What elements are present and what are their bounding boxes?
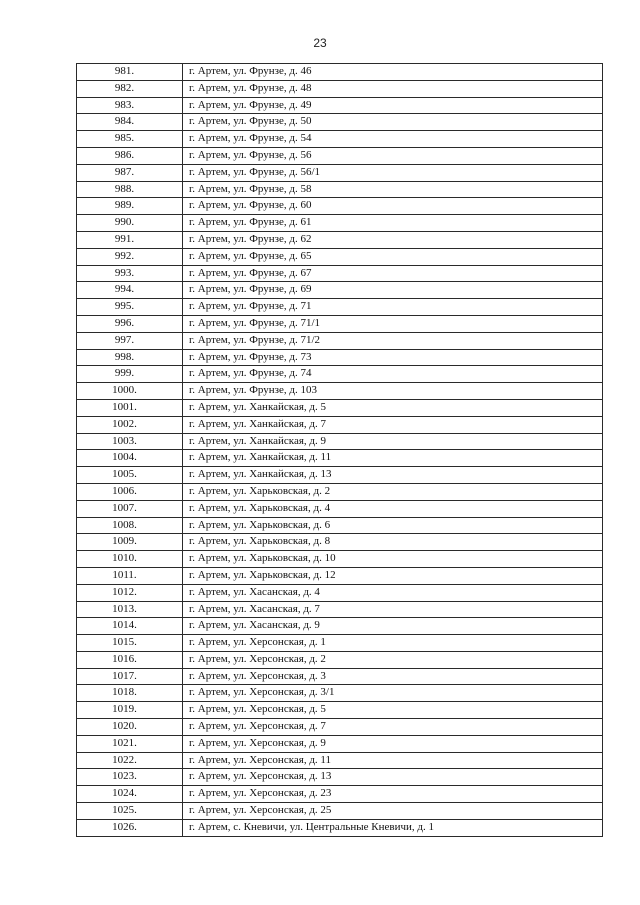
- row-address: г. Артем, ул. Хасанская, д. 7: [183, 601, 603, 618]
- table-row: [77, 786, 603, 803]
- row-address: г. Артем, ул. Фрунзе, д. 71/2: [183, 332, 603, 349]
- row-address: г. Артем, с. Кневичи, ул. Центральные Кневичи, д. 1: [183, 819, 603, 836]
- row-address: г. Артем, ул. Фрунзе, д. 71/1: [183, 315, 603, 332]
- table-row: [77, 248, 603, 265]
- row-address: г. Артем, ул. Фрунзе, д. 60: [183, 198, 603, 215]
- row-number: 986.: [77, 147, 183, 164]
- row-number: 1008.: [77, 517, 183, 534]
- table-row: [77, 752, 603, 769]
- row-address: г. Артем, ул. Ханкайская, д. 11: [183, 450, 603, 467]
- table-row: [77, 735, 603, 752]
- address-table: [76, 63, 603, 837]
- row-address: г. Артем, ул. Херсонская, д. 23: [183, 786, 603, 803]
- row-address: г. Артем, ул. Фрунзе, д. 103: [183, 383, 603, 400]
- row-address: г. Артем, ул. Херсонская, д. 9: [183, 735, 603, 752]
- table-row: [77, 702, 603, 719]
- table-row: [77, 651, 603, 668]
- row-number: 1004.: [77, 450, 183, 467]
- table-row: [77, 483, 603, 500]
- row-number: 1006.: [77, 483, 183, 500]
- table-row: [77, 819, 603, 836]
- row-number: 997.: [77, 332, 183, 349]
- row-number: 998.: [77, 349, 183, 366]
- row-number: 993.: [77, 265, 183, 282]
- row-number: 1025.: [77, 803, 183, 820]
- row-number: 1010.: [77, 551, 183, 568]
- row-number: 1011.: [77, 567, 183, 584]
- row-address: г. Артем, ул. Фрунзе, д. 65: [183, 248, 603, 265]
- table-row: [77, 719, 603, 736]
- row-number: 1001.: [77, 399, 183, 416]
- table-row: [77, 299, 603, 316]
- row-number: 1016.: [77, 651, 183, 668]
- row-address: г. Артем, ул. Харьковская, д. 8: [183, 534, 603, 551]
- row-address: г. Артем, ул. Фрунзе, д. 48: [183, 80, 603, 97]
- row-address: г. Артем, ул. Херсонская, д. 11: [183, 752, 603, 769]
- row-number: 981.: [77, 64, 183, 81]
- row-number: 990.: [77, 215, 183, 232]
- table-row: [77, 467, 603, 484]
- table-row: [77, 147, 603, 164]
- row-number: 1015.: [77, 635, 183, 652]
- table-row: [77, 601, 603, 618]
- table-row: [77, 383, 603, 400]
- row-address: г. Артем, ул. Херсонская, д. 2: [183, 651, 603, 668]
- row-address: г. Артем, ул. Херсонская, д. 1: [183, 635, 603, 652]
- row-address: г. Артем, ул. Херсонская, д. 7: [183, 719, 603, 736]
- table-row: [77, 500, 603, 517]
- row-number: 983.: [77, 97, 183, 114]
- table-row: [77, 416, 603, 433]
- row-number: 991.: [77, 231, 183, 248]
- page-number: 23: [313, 36, 327, 50]
- row-address: г. Артем, ул. Фрунзе, д. 49: [183, 97, 603, 114]
- row-address: г. Артем, ул. Фрунзе, д. 61: [183, 215, 603, 232]
- row-address: г. Артем, ул. Херсонская, д. 3: [183, 668, 603, 685]
- row-address: г. Артем, ул. Херсонская, д. 25: [183, 803, 603, 820]
- row-number: 1023.: [77, 769, 183, 786]
- table-row: [77, 265, 603, 282]
- row-address: г. Артем, ул. Харьковская, д. 10: [183, 551, 603, 568]
- table-row: [77, 215, 603, 232]
- row-address: г. Артем, ул. Харьковская, д. 12: [183, 567, 603, 584]
- row-address: г. Артем, ул. Фрунзе, д. 50: [183, 114, 603, 131]
- row-number: 1018.: [77, 685, 183, 702]
- row-address: г. Артем, ул. Фрунзе, д. 56/1: [183, 164, 603, 181]
- table-row: [77, 181, 603, 198]
- row-address: г. Артем, ул. Фрунзе, д. 58: [183, 181, 603, 198]
- row-number: 984.: [77, 114, 183, 131]
- table-row: [77, 198, 603, 215]
- row-address: г. Артем, ул. Фрунзе, д. 56: [183, 147, 603, 164]
- row-address: г. Артем, ул. Харьковская, д. 2: [183, 483, 603, 500]
- row-number: 1014.: [77, 618, 183, 635]
- table-row: [77, 114, 603, 131]
- table-row: [77, 64, 603, 81]
- row-address: г. Артем, ул. Фрунзе, д. 71: [183, 299, 603, 316]
- row-number: 1005.: [77, 467, 183, 484]
- row-address: г. Артем, ул. Ханкайская, д. 9: [183, 433, 603, 450]
- table-row: [77, 618, 603, 635]
- row-number: 987.: [77, 164, 183, 181]
- table-row: [77, 131, 603, 148]
- table-row: [77, 164, 603, 181]
- table-row: [77, 433, 603, 450]
- row-address: г. Артем, ул. Харьковская, д. 6: [183, 517, 603, 534]
- row-address: г. Артем, ул. Херсонская, д. 13: [183, 769, 603, 786]
- row-number: 1020.: [77, 719, 183, 736]
- row-address: г. Артем, ул. Херсонская, д. 5: [183, 702, 603, 719]
- row-address: г. Артем, ул. Хасанская, д. 9: [183, 618, 603, 635]
- row-number: 982.: [77, 80, 183, 97]
- row-number: 992.: [77, 248, 183, 265]
- row-address: г. Артем, ул. Ханкайская, д. 7: [183, 416, 603, 433]
- table-row: [77, 315, 603, 332]
- table-row: [77, 584, 603, 601]
- table-row: [77, 567, 603, 584]
- row-address: г. Артем, ул. Фрунзе, д. 54: [183, 131, 603, 148]
- row-number: 1019.: [77, 702, 183, 719]
- table-row: [77, 668, 603, 685]
- row-number: 1012.: [77, 584, 183, 601]
- table-row: [77, 685, 603, 702]
- row-number: 1007.: [77, 500, 183, 517]
- row-number: 1024.: [77, 786, 183, 803]
- table-row: [77, 97, 603, 114]
- row-address: г. Артем, ул. Хасанская, д. 4: [183, 584, 603, 601]
- row-number: 996.: [77, 315, 183, 332]
- table-row: [77, 534, 603, 551]
- row-number: 999.: [77, 366, 183, 383]
- row-number: 1002.: [77, 416, 183, 433]
- table-row: [77, 349, 603, 366]
- address-table-body: [77, 64, 603, 837]
- row-number: 1022.: [77, 752, 183, 769]
- row-number: 1021.: [77, 735, 183, 752]
- row-number: 994.: [77, 282, 183, 299]
- row-address: г. Артем, ул. Фрунзе, д. 46: [183, 64, 603, 81]
- row-address: г. Артем, ул. Фрунзе, д. 62: [183, 231, 603, 248]
- row-number: 1013.: [77, 601, 183, 618]
- row-number: 1017.: [77, 668, 183, 685]
- row-address: г. Артем, ул. Фрунзе, д. 69: [183, 282, 603, 299]
- table-row: [77, 769, 603, 786]
- row-number: 1000.: [77, 383, 183, 400]
- row-number: 989.: [77, 198, 183, 215]
- row-address: г. Артем, ул. Ханкайская, д. 13: [183, 467, 603, 484]
- table-row: [77, 366, 603, 383]
- table-row: [77, 517, 603, 534]
- table-row: [77, 450, 603, 467]
- row-number: 1003.: [77, 433, 183, 450]
- row-number: 1009.: [77, 534, 183, 551]
- row-address: г. Артем, ул. Фрунзе, д. 73: [183, 349, 603, 366]
- row-address: г. Артем, ул. Фрунзе, д. 67: [183, 265, 603, 282]
- row-address: г. Артем, ул. Фрунзе, д. 74: [183, 366, 603, 383]
- table-row: [77, 332, 603, 349]
- row-address: г. Артем, ул. Ханкайская, д. 5: [183, 399, 603, 416]
- row-address: г. Артем, ул. Харьковская, д. 4: [183, 500, 603, 517]
- row-number: 985.: [77, 131, 183, 148]
- table-row: [77, 282, 603, 299]
- table-row: [77, 80, 603, 97]
- table-row: [77, 803, 603, 820]
- row-number: 1026.: [77, 819, 183, 836]
- row-number: 988.: [77, 181, 183, 198]
- table-row: [77, 635, 603, 652]
- table-row: [77, 399, 603, 416]
- table-row: [77, 551, 603, 568]
- row-number: 995.: [77, 299, 183, 316]
- table-row: [77, 231, 603, 248]
- row-address: г. Артем, ул. Херсонская, д. 3/1: [183, 685, 603, 702]
